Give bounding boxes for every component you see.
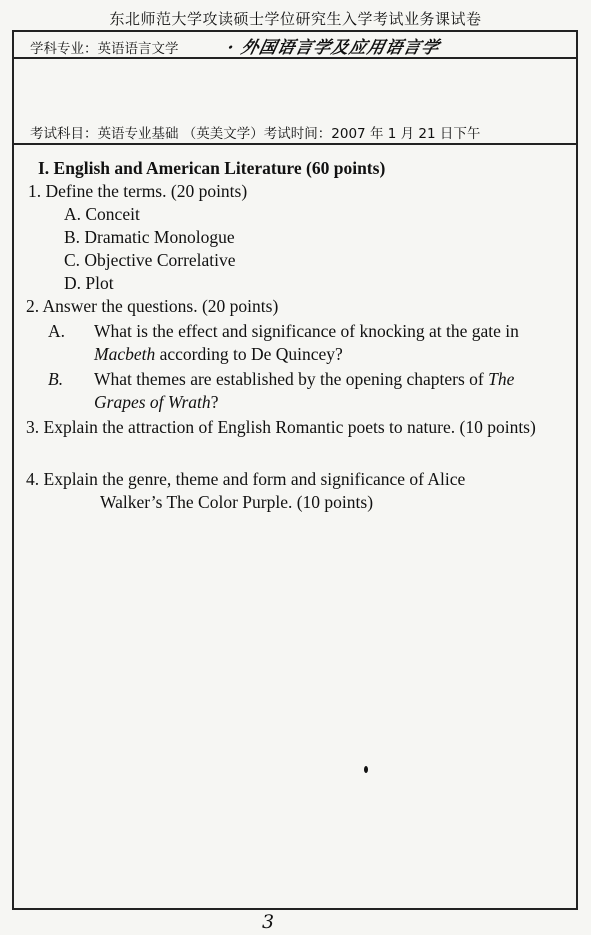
- question-2a-rest: according to De Quincey?: [155, 344, 343, 364]
- macbeth-title: Macbeth: [94, 344, 156, 364]
- course-info: 考试科目：英语专业基础 （英美文学）考试时间：2007 年 1 月 21 日下午: [30, 126, 481, 142]
- question-2a-line1: What is the effect and significance of knocking at the gate in: [94, 321, 519, 341]
- question-2b-letter-text: B.: [48, 369, 64, 389]
- question-2b-line1: [94, 367, 514, 391]
- question-1-item-b: B. Dramatic Monologue: [64, 227, 235, 247]
- exam-title: 东北师范大学攻读硕士学位研究生入学考试业务课试卷: [109, 10, 482, 28]
- question-2b-line2: [94, 390, 218, 414]
- course-info-row: [14, 59, 576, 145]
- question-1-item-c: C. Objective Correlative: [64, 250, 236, 270]
- question-4-line1: 4. Explain the genre, theme and form and significance of Alice: [26, 469, 466, 489]
- question-2b-letter: [48, 367, 63, 391]
- page-number: 3: [262, 911, 275, 933]
- grapes-title-part1: The: [488, 369, 515, 389]
- question-2b-text: What themes are established by the opening chapters of: [94, 369, 489, 389]
- question-3-text: 3. Explain the attraction of English Romantic poets to nature. (10 points): [26, 417, 536, 437]
- subject-row: [14, 32, 576, 59]
- question-1-item-d: D. Plot: [64, 273, 114, 293]
- exam-frame: [12, 30, 578, 910]
- question-1-prompt: 1. Define the terms. (20 points): [28, 181, 248, 201]
- section-title: I. English and American Literature (60 points): [38, 158, 386, 178]
- handwritten-subject: · 外国语言学及应用语言学: [225, 38, 442, 58]
- question-4-line2: Walker’s The Color Purple. (10 points): [100, 492, 374, 512]
- question-3: [26, 415, 568, 439]
- question-2b-end: ?: [210, 392, 219, 412]
- question-2a-letter: A.: [48, 321, 66, 341]
- question-1-item-a: A. Conceit: [64, 204, 140, 224]
- question-2a-line2: [94, 342, 343, 366]
- question-2-prompt: 2. Answer the questions. (20 points): [26, 296, 279, 316]
- subject-label: 学科专业：英语语言文学: [30, 41, 179, 57]
- grapes-title-part2: Grapes of Wrath: [94, 392, 211, 412]
- ink-mark: [364, 766, 368, 773]
